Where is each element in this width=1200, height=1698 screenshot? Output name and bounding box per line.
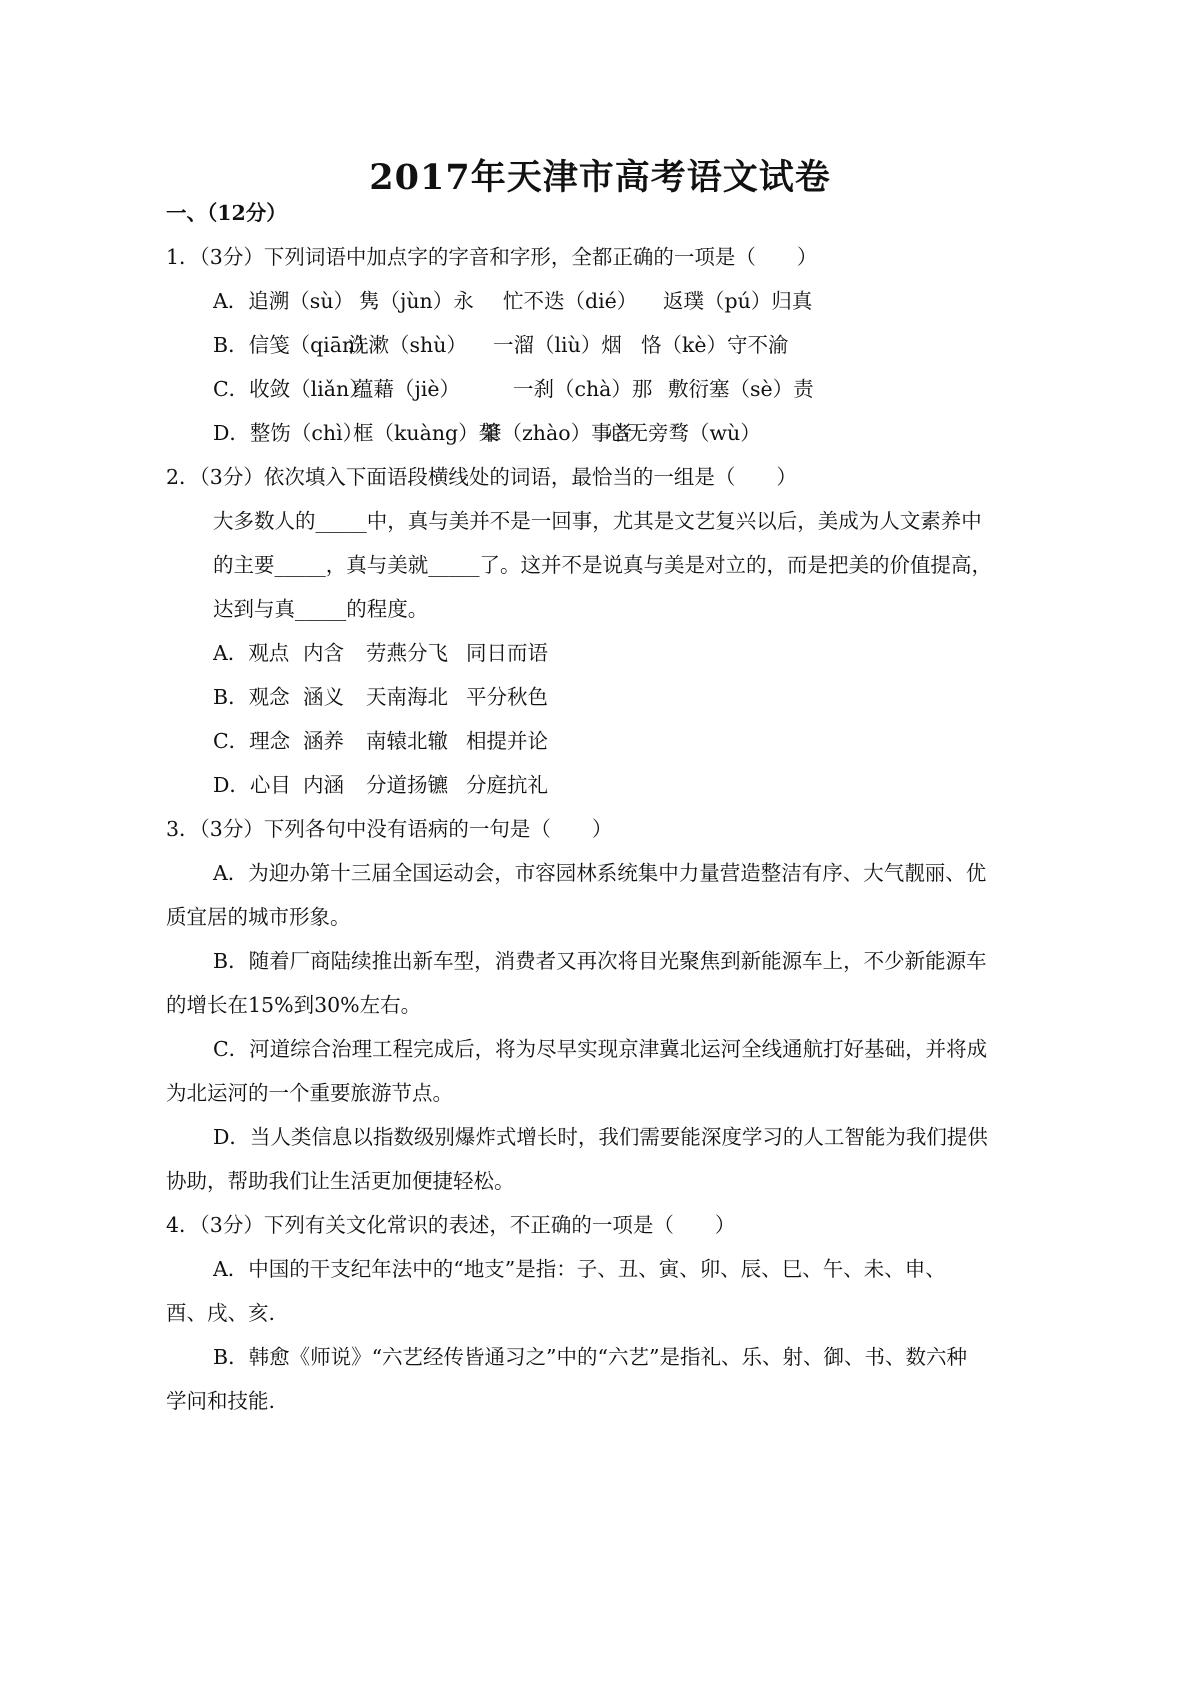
- q3-option-a-line-1: A．为迎办第十三届全国运动会，市容园林系统集中力量营造整洁有序、大气靓丽、优: [213, 861, 987, 885]
- q3-option-c-line-2: 为北运河的一个重要旅游节点。: [166, 1081, 453, 1105]
- q3-option-c-line-1: C．河道综合治理工程完成后，将为尽早实现京津冀北运河全线通航打好基础，并将成: [213, 1037, 988, 1061]
- q1-c-2: 蕴藉（jiè）: [353, 377, 461, 401]
- q2-option-a: [213, 638, 548, 668]
- q2-c-1: C．理念: [213, 729, 291, 753]
- q1-b-2: 洗漱（shù）: [348, 333, 467, 357]
- q1-option-a: [213, 286, 812, 316]
- q4-option-a-line-2: 酉、戌、亥.: [166, 1301, 276, 1325]
- q2-a-1: A．观点: [213, 641, 290, 665]
- q2-option-d: [213, 770, 548, 800]
- q3-option-d-line-1: D．当人类信息以指数级别爆炸式增长时，我们需要能深度学习的人工智能为我们提供: [213, 1125, 988, 1149]
- question-1-stem: 1．（3分）下列词语中加点字的字音和字形，全都正确的一项是（ ）: [166, 245, 818, 269]
- q3-option-d-line-2: 协助，帮助我们让生活更加便捷轻松。: [166, 1169, 515, 1193]
- q1-c-4: 敷衍塞（sè）责: [668, 377, 814, 401]
- q2-d-2: 内涵: [303, 773, 344, 797]
- q1-a-2: 隽（jùn）永: [359, 289, 474, 313]
- page-title: 2017年天津市高考语文试卷: [369, 157, 831, 198]
- question-2-stem: 2．（3分）依次填入下面语段横线处的词语，最恰当的一组是（ ）: [166, 465, 797, 489]
- q1-b-3: 一溜（liù）烟: [493, 333, 622, 357]
- q2-c-4: 相提并论: [466, 729, 548, 753]
- q2-d-3: 分道扬镳: [366, 773, 448, 797]
- q3-option-b-line-2: 的增长在15%到30%左右。: [166, 993, 422, 1017]
- q2-c-3: 南辕北辙: [366, 729, 448, 753]
- q2-c-2: 涵养: [303, 729, 344, 753]
- q1-d-1: D．整饬（chì）: [213, 421, 364, 445]
- q2-b-3: 天南海北: [366, 685, 448, 709]
- q1-d-4: 心无旁骛（wù）: [607, 421, 761, 445]
- q1-option-c: [213, 374, 814, 404]
- q1-b-1: B．信笺（qiān）: [213, 333, 376, 357]
- q2-b-1: B．观念: [213, 685, 290, 709]
- q1-option-b: [213, 330, 789, 360]
- q2-a-3: 劳燕分飞: [366, 641, 448, 665]
- q2-a-4: 同日而语: [466, 641, 548, 665]
- section-heading: 一、（12分）: [166, 201, 287, 225]
- q2-b-2: 涵义: [303, 685, 344, 709]
- q2-b-4: 平分秋色: [466, 685, 548, 709]
- q1-a-3: 忙不迭（dié）: [503, 289, 638, 313]
- q2-passage-line-2: 的主要_____，真与美就_____了。这并不是说真与美是对立的，而是把美的价值提高，: [213, 553, 992, 577]
- q4-option-a-line-1: A．中国的干支纪年法中的“地支”是指：子、丑、寅、卯、辰、巳、午、未、申、: [213, 1257, 946, 1281]
- q2-d-4: 分庭抗礼: [466, 773, 548, 797]
- q1-c-1: C．收敛（liǎn）: [213, 377, 370, 401]
- q2-option-c: [213, 726, 548, 756]
- q1-d-2: 框（kuàng）架: [353, 421, 500, 445]
- q2-d-1: D．心目: [213, 773, 291, 797]
- q3-option-a-line-2: 质宜居的城市形象。: [166, 905, 351, 929]
- q1-a-4: 返璞（pú）归真: [663, 289, 813, 313]
- q2-option-b: [213, 682, 548, 712]
- q1-b-4: 恪（kè）守不渝: [641, 333, 789, 357]
- q4-option-b-line-2: 学问和技能.: [166, 1389, 276, 1413]
- q2-passage-line-3: 达到与真_____的程度。: [213, 597, 429, 621]
- q1-a-1: A．追溯（sù）: [213, 289, 355, 313]
- q2-a-2: 内含: [303, 641, 344, 665]
- q4-option-b-line-1: B．韩愈《师说》“六艺经传皆通习之”中的“六艺”是指礼、乐、射、御、书、数六种: [213, 1345, 967, 1369]
- q3-option-b-line-1: B．随着厂商陆续推出新车型，消费者又再次将目光聚焦到新能源车上，不少新能源车: [213, 949, 987, 973]
- q2-passage-line-1: 大多数人的_____中，真与美并不是一回事，尤其是文艺复兴以后，美成为人文素养中: [213, 509, 982, 533]
- q1-c-3: 一刹（chà）那: [513, 377, 653, 401]
- q1-option-d: [213, 418, 761, 448]
- question-3-stem: 3．（3分）下列各句中没有语病的一句是（ ）: [166, 817, 613, 841]
- question-4-stem: 4．（3分）下列有关文化常识的表述，不正确的一项是（ ）: [166, 1213, 736, 1237]
- q1-d-3: 肇（zhào）事者: [481, 421, 633, 445]
